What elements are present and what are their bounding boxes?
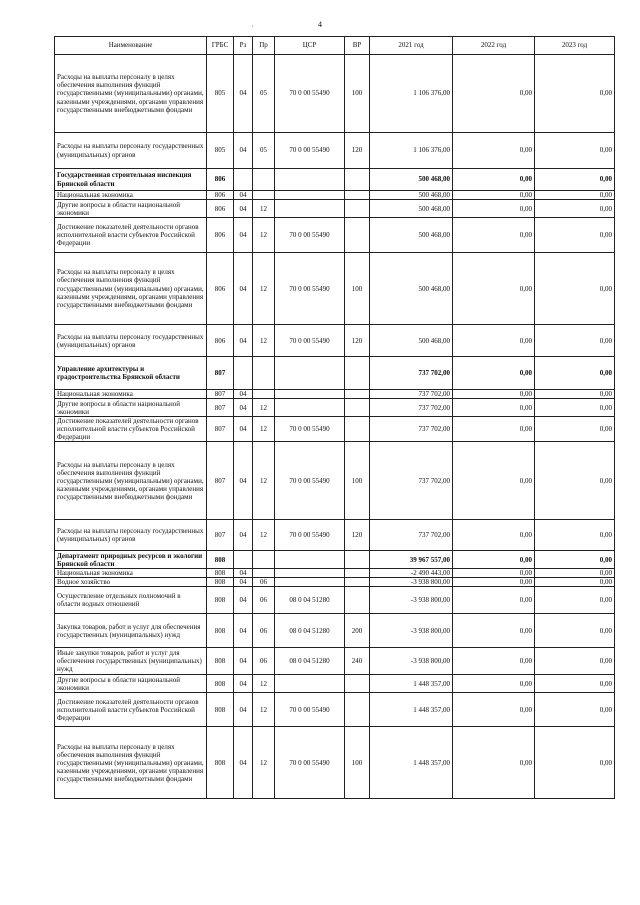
cell-name: Водное хозяйство: [55, 578, 207, 587]
col-header-2023: 2023 год: [535, 37, 615, 55]
cell-y2023: 0,00: [535, 442, 615, 520]
table-row: [55, 169, 615, 191]
cell-y2021: 500 468,00: [370, 218, 453, 253]
cell-name: Расходы на выплаты персоналу в целях обеспечения выполнения функций государственными (муниципальными) органами, казенными учреждениями, органами управления государственными внебюджетными фондами: [55, 55, 207, 133]
cell-vr: 120: [345, 325, 370, 357]
cell-rz: 04: [234, 520, 253, 551]
cell-y2022: 0,00: [453, 200, 535, 218]
cell-name: Достижение показателей деятельности органов исполнительной власти субъектов Российской Федерации: [55, 218, 207, 253]
cell-csr: [275, 675, 345, 693]
cell-name: Национальная экономика: [55, 569, 207, 578]
cell-vr: 100: [345, 442, 370, 520]
cell-y2023: 0,00: [535, 727, 615, 799]
cell-y2022: 0,00: [453, 133, 535, 169]
cell-name: Расходы на выплаты персоналу государственных (муниципальных) органов: [55, 520, 207, 551]
cell-y2021: 39 967 557,00: [370, 551, 453, 569]
cell-vr: [345, 218, 370, 253]
cell-pr: 12: [253, 727, 275, 799]
cell-pr: [253, 357, 275, 390]
cell-y2022: 0,00: [453, 399, 535, 417]
cell-y2023: 0,00: [535, 200, 615, 218]
cell-y2022: 0,00: [453, 55, 535, 133]
cell-y2021: 737 702,00: [370, 399, 453, 417]
cell-grbs: 808: [207, 569, 234, 578]
cell-vr: 100: [345, 55, 370, 133]
cell-name: Управление архитектуры и градостроительства Брянской области: [55, 357, 207, 390]
cell-rz: 04: [234, 442, 253, 520]
table-row: [55, 357, 615, 390]
cell-y2023: 0,00: [535, 614, 615, 648]
cell-rz: [234, 357, 253, 390]
cell-csr: 70 0 00 55490: [275, 693, 345, 727]
scan-mark: ,: [252, 22, 254, 28]
cell-csr: [275, 569, 345, 578]
col-header-grbs: ГРБС: [207, 37, 234, 55]
cell-name: Осуществление отдельных полномочий в области водных отношений: [55, 587, 207, 614]
table-row: [55, 551, 615, 569]
cell-y2021: -3 938 800,00: [370, 578, 453, 587]
cell-name: Иные закупки товаров, работ и услуг для обеспечения государственных (муниципальных) нужд: [55, 648, 207, 675]
cell-y2022: 0,00: [453, 357, 535, 390]
cell-pr: 06: [253, 648, 275, 675]
col-header-pr: Пр: [253, 37, 275, 55]
cell-name: Департамент природных ресурсов и экологии Брянской области: [55, 551, 207, 569]
cell-y2021: -3 938 800,00: [370, 587, 453, 614]
col-header-vr: ВР: [345, 37, 370, 55]
cell-rz: 04: [234, 569, 253, 578]
table-row: [55, 417, 615, 442]
cell-y2022: 0,00: [453, 578, 535, 587]
cell-pr: [253, 191, 275, 200]
cell-pr: 05: [253, 133, 275, 169]
cell-grbs: 806: [207, 200, 234, 218]
cell-y2022: 0,00: [453, 520, 535, 551]
cell-rz: [234, 169, 253, 191]
cell-y2022: 0,00: [453, 191, 535, 200]
cell-y2023: 0,00: [535, 218, 615, 253]
cell-y2023: 0,00: [535, 693, 615, 727]
cell-grbs: 805: [207, 133, 234, 169]
cell-pr: 06: [253, 587, 275, 614]
table-row: [55, 675, 615, 693]
cell-vr: [345, 169, 370, 191]
cell-csr: 70 0 00 55490: [275, 218, 345, 253]
cell-y2021: 1 106 376,00: [370, 55, 453, 133]
cell-grbs: 806: [207, 253, 234, 325]
cell-pr: [253, 169, 275, 191]
cell-rz: [234, 551, 253, 569]
cell-csr: 70 0 00 55490: [275, 55, 345, 133]
cell-vr: 120: [345, 520, 370, 551]
cell-y2022: 0,00: [453, 648, 535, 675]
cell-y2023: 0,00: [535, 578, 615, 587]
cell-vr: [345, 569, 370, 578]
cell-pr: 12: [253, 693, 275, 727]
table-row: [55, 693, 615, 727]
cell-grbs: 808: [207, 614, 234, 648]
cell-y2023: 0,00: [535, 417, 615, 442]
table-row: [55, 569, 615, 578]
cell-y2023: 0,00: [535, 133, 615, 169]
page-number: 4: [318, 20, 322, 29]
cell-pr: 12: [253, 200, 275, 218]
cell-y2023: 0,00: [535, 675, 615, 693]
cell-y2022: 0,00: [453, 169, 535, 191]
cell-y2022: 0,00: [453, 390, 535, 399]
cell-pr: [253, 569, 275, 578]
cell-rz: 04: [234, 133, 253, 169]
cell-csr: 70 0 00 55490: [275, 520, 345, 551]
cell-y2023: 0,00: [535, 55, 615, 133]
cell-csr: [275, 578, 345, 587]
cell-csr: [275, 169, 345, 191]
cell-pr: 12: [253, 325, 275, 357]
table-row: [55, 587, 615, 614]
cell-y2021: 500 468,00: [370, 191, 453, 200]
cell-vr: [345, 675, 370, 693]
cell-name: Расходы на выплаты персоналу государственных (муниципальных) органов: [55, 133, 207, 169]
cell-grbs: 807: [207, 390, 234, 399]
cell-name: Расходы на выплаты персоналу в целях обеспечения выполнения функций государственными (муниципальными) органами, казенными учреждениями, органами управления государственными внебюджетными фондами: [55, 253, 207, 325]
cell-csr: 70 0 00 55490: [275, 417, 345, 442]
cell-grbs: 807: [207, 442, 234, 520]
cell-y2021: 500 468,00: [370, 169, 453, 191]
cell-name: Достижение показателей деятельности органов исполнительной власти субъектов Российской Федерации: [55, 417, 207, 442]
cell-y2023: 0,00: [535, 169, 615, 191]
cell-vr: [345, 390, 370, 399]
table-row: [55, 253, 615, 325]
cell-y2022: 0,00: [453, 587, 535, 614]
cell-csr: 70 0 00 55490: [275, 442, 345, 520]
cell-rz: 04: [234, 218, 253, 253]
cell-vr: 100: [345, 727, 370, 799]
cell-pr: [253, 551, 275, 569]
cell-y2021: -3 938 800,00: [370, 614, 453, 648]
cell-pr: 12: [253, 399, 275, 417]
cell-y2021: 737 702,00: [370, 417, 453, 442]
cell-name: Национальная экономика: [55, 191, 207, 200]
cell-y2022: 0,00: [453, 325, 535, 357]
cell-name: Другие вопросы в области национальной экономики: [55, 675, 207, 693]
cell-csr: [275, 399, 345, 417]
table-row: [55, 133, 615, 169]
table-row: [55, 727, 615, 799]
table-row: [55, 520, 615, 551]
cell-grbs: 805: [207, 55, 234, 133]
cell-y2021: 500 468,00: [370, 253, 453, 325]
cell-csr: [275, 200, 345, 218]
cell-rz: 04: [234, 390, 253, 399]
cell-pr: 12: [253, 253, 275, 325]
col-header-name: Наименование: [55, 37, 207, 55]
cell-y2021: -2 490 443,00: [370, 569, 453, 578]
col-header-2022: 2022 год: [453, 37, 535, 55]
cell-y2023: 0,00: [535, 390, 615, 399]
cell-csr: 70 0 00 55490: [275, 727, 345, 799]
cell-grbs: 808: [207, 675, 234, 693]
cell-rz: 04: [234, 578, 253, 587]
cell-csr: [275, 357, 345, 390]
cell-y2021: 737 702,00: [370, 520, 453, 551]
cell-pr: 12: [253, 675, 275, 693]
cell-grbs: 806: [207, 218, 234, 253]
cell-y2022: 0,00: [453, 417, 535, 442]
cell-vr: 200: [345, 614, 370, 648]
cell-y2021: 1 448 357,00: [370, 693, 453, 727]
cell-csr: [275, 551, 345, 569]
cell-y2023: 0,00: [535, 357, 615, 390]
cell-grbs: 808: [207, 693, 234, 727]
cell-grbs: 807: [207, 399, 234, 417]
cell-pr: 06: [253, 578, 275, 587]
cell-csr: 08 0 04 51280: [275, 614, 345, 648]
cell-y2021: 737 702,00: [370, 442, 453, 520]
cell-grbs: 806: [207, 325, 234, 357]
cell-name: Другие вопросы в области национальной экономики: [55, 399, 207, 417]
table-row: [55, 578, 615, 587]
cell-name: Национальная экономика: [55, 390, 207, 399]
cell-rz: 04: [234, 648, 253, 675]
cell-grbs: 807: [207, 357, 234, 390]
cell-csr: 08 0 04 51280: [275, 648, 345, 675]
cell-grbs: 808: [207, 648, 234, 675]
cell-y2022: 0,00: [453, 218, 535, 253]
table-row: [55, 200, 615, 218]
cell-y2022: 0,00: [453, 675, 535, 693]
col-header-2021: 2021 год: [370, 37, 453, 55]
cell-vr: [345, 357, 370, 390]
cell-y2021: 500 468,00: [370, 200, 453, 218]
cell-csr: 70 0 00 55490: [275, 253, 345, 325]
cell-rz: 04: [234, 693, 253, 727]
cell-pr: 12: [253, 218, 275, 253]
cell-csr: [275, 390, 345, 399]
cell-grbs: 808: [207, 727, 234, 799]
cell-grbs: 808: [207, 587, 234, 614]
table-row: [55, 191, 615, 200]
cell-y2021: 500 468,00: [370, 325, 453, 357]
cell-name: Закупка товаров, работ и услуг для обеспечения государственных (муниципальных) нужд: [55, 614, 207, 648]
cell-csr: 08 0 04 51280: [275, 587, 345, 614]
cell-y2022: 0,00: [453, 614, 535, 648]
table-row: [55, 614, 615, 648]
table-row: [55, 325, 615, 357]
cell-y2021: -3 938 800,00: [370, 648, 453, 675]
cell-vr: 120: [345, 133, 370, 169]
cell-name: Другие вопросы в области национальной экономики: [55, 200, 207, 218]
cell-vr: [345, 200, 370, 218]
cell-vr: [345, 587, 370, 614]
cell-grbs: 808: [207, 578, 234, 587]
cell-csr: [275, 191, 345, 200]
table-row: [55, 399, 615, 417]
cell-pr: 12: [253, 417, 275, 442]
cell-y2021: 1 448 357,00: [370, 727, 453, 799]
cell-name: Расходы на выплаты персоналу государственных (муниципальных) органов: [55, 325, 207, 357]
cell-pr: 05: [253, 55, 275, 133]
col-header-csr: ЦСР: [275, 37, 345, 55]
cell-name: Расходы на выплаты персоналу в целях обеспечения выполнения функций государственными (муниципальными) органами, казенными учреждениями, органами управления государственными внебюджетными фондами: [55, 442, 207, 520]
cell-grbs: 807: [207, 417, 234, 442]
cell-vr: [345, 551, 370, 569]
cell-csr: 70 0 00 55490: [275, 133, 345, 169]
cell-y2021: 737 702,00: [370, 390, 453, 399]
cell-rz: 04: [234, 727, 253, 799]
cell-vr: 240: [345, 648, 370, 675]
cell-y2023: 0,00: [535, 551, 615, 569]
cell-y2021: 1 106 376,00: [370, 133, 453, 169]
cell-name: Расходы на выплаты персоналу в целях обеспечения выполнения функций государственными (муниципальными) органами, казенными учреждениями, органами управления государственными внебюджетными фондами: [55, 727, 207, 799]
cell-name: Достижение показателей деятельности органов исполнительной власти субъектов Российской Федерации: [55, 693, 207, 727]
cell-grbs: 808: [207, 551, 234, 569]
cell-rz: 04: [234, 191, 253, 200]
cell-y2023: 0,00: [535, 587, 615, 614]
cell-y2021: 737 702,00: [370, 357, 453, 390]
cell-grbs: 806: [207, 169, 234, 191]
table-row: [55, 648, 615, 675]
table-row: [55, 55, 615, 133]
cell-rz: 04: [234, 55, 253, 133]
cell-pr: 06: [253, 614, 275, 648]
table-row: [55, 218, 615, 253]
cell-y2022: 0,00: [453, 442, 535, 520]
cell-y2023: 0,00: [535, 569, 615, 578]
budget-table: [54, 36, 615, 799]
table-row: [55, 442, 615, 520]
cell-y2022: 0,00: [453, 253, 535, 325]
cell-y2023: 0,00: [535, 399, 615, 417]
cell-y2023: 0,00: [535, 648, 615, 675]
cell-y2023: 0,00: [535, 191, 615, 200]
cell-rz: 04: [234, 253, 253, 325]
cell-rz: 04: [234, 614, 253, 648]
cell-vr: [345, 417, 370, 442]
cell-grbs: 807: [207, 520, 234, 551]
cell-rz: 04: [234, 200, 253, 218]
cell-y2022: 0,00: [453, 693, 535, 727]
cell-vr: 100: [345, 253, 370, 325]
cell-vr: [345, 399, 370, 417]
cell-rz: 04: [234, 325, 253, 357]
cell-csr: 70 0 00 55490: [275, 325, 345, 357]
cell-pr: [253, 390, 275, 399]
cell-vr: [345, 191, 370, 200]
cell-y2023: 0,00: [535, 253, 615, 325]
cell-rz: 04: [234, 399, 253, 417]
cell-pr: 12: [253, 520, 275, 551]
cell-name: Государственная строительная инспекция Брянской области: [55, 169, 207, 191]
cell-vr: [345, 693, 370, 727]
cell-rz: 04: [234, 417, 253, 442]
cell-y2023: 0,00: [535, 325, 615, 357]
col-header-rz: Рз: [234, 37, 253, 55]
header-row: [55, 37, 615, 55]
cell-grbs: 806: [207, 191, 234, 200]
cell-pr: 12: [253, 442, 275, 520]
cell-y2022: 0,00: [453, 551, 535, 569]
cell-rz: 04: [234, 675, 253, 693]
table-body: [55, 55, 615, 799]
cell-vr: [345, 578, 370, 587]
cell-y2022: 0,00: [453, 727, 535, 799]
cell-y2022: 0,00: [453, 569, 535, 578]
cell-rz: 04: [234, 587, 253, 614]
cell-y2021: 1 448 357,00: [370, 675, 453, 693]
cell-y2023: 0,00: [535, 520, 615, 551]
table-row: [55, 390, 615, 399]
